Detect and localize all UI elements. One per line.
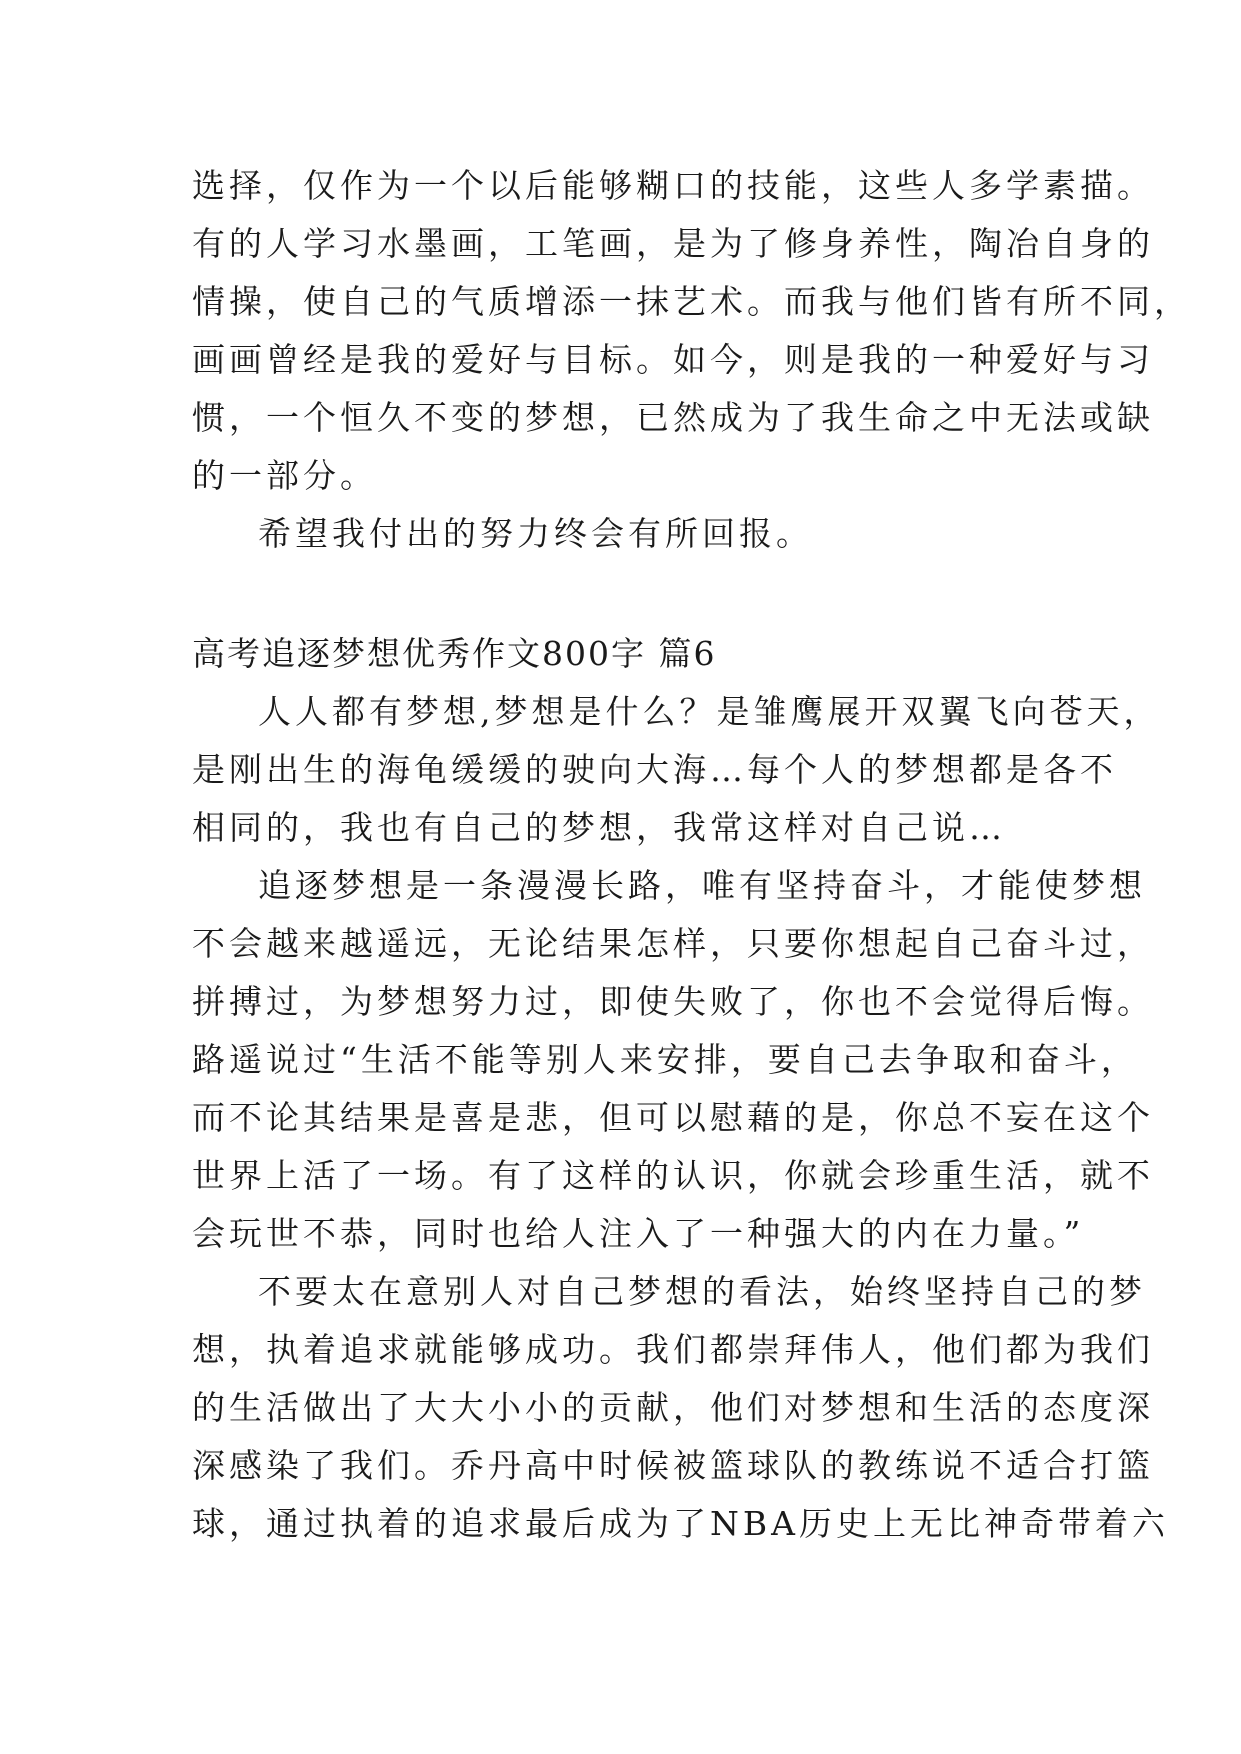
text-line: 拼搏过，为梦想努力过，即使失败了，你也不会觉得后悔。: [192, 982, 1154, 1021]
text-line: 选择，仅作为一个以后能够糊口的技能，这些人多学素描。: [192, 166, 1154, 205]
text-line: 追逐梦想是一条漫漫长路，唯有坚持奋斗，才能使梦想: [258, 866, 1146, 905]
text-line: 画画曾经是我的爱好与目标。如今，则是我的一种爱好与习: [192, 340, 1154, 379]
text-line: 想，执着追求就能够成功。我们都崇拜伟人，他们都为我们: [192, 1330, 1154, 1369]
text-line: 世界上活了一场。有了这样的认识，你就会珍重生活，就不: [192, 1156, 1154, 1195]
text-line: 有的人学习水墨画，工笔画，是为了修身养性，陶冶自身的: [192, 224, 1154, 263]
paragraph-2: [192, 505, 1072, 563]
text-line: 深感染了我们。乔丹高中时候被篮球队的教练说不适合打篮: [192, 1446, 1154, 1485]
paragraph-3: [192, 683, 1161, 857]
text-line: 是刚出生的海龟缓缓的驶向大海…每个人的梦想都是各不: [192, 750, 1117, 789]
paragraph-5: [192, 1263, 1169, 1553]
text-line: 不要太在意别人对自己梦想的看法，始终坚持自己的梦: [258, 1272, 1146, 1311]
text-line: 惯，一个恒久不变的梦想，已然成为了我生命之中无法或缺: [192, 398, 1154, 437]
section-heading-block: [192, 625, 1072, 683]
section-heading: 高考追逐梦想优秀作文800字 篇6: [192, 634, 717, 673]
text-line: 而不论其结果是喜是悲，但可以慰藉的是，你总不妄在这个: [192, 1098, 1154, 1137]
text-line: 不会越来越遥远，无论结果怎样，只要你想起自己奋斗过，: [192, 924, 1154, 963]
text-line: 人人都有梦想,梦想是什么？是雏鹰展开双翼飞向苍天，: [258, 692, 1161, 731]
text-line: 情操，使自己的气质增添一抹艺术。而我与他们皆有所不同，: [192, 282, 1191, 321]
text-line: 球，通过执着的追求最后成为了NBA历史上无比神奇带着六: [192, 1504, 1169, 1543]
text-line: 的一部分。: [192, 456, 377, 495]
text-line: 路遥说过“生活不能等别人来安排，要自己去争取和奋斗，: [192, 1040, 1138, 1079]
paragraph-1: [192, 157, 1191, 505]
text-line: 的生活做出了大大小小的贡献，他们对梦想和生活的态度深: [192, 1388, 1154, 1427]
text-line: 相同的，我也有自己的梦想，我常这样对自己说…: [192, 808, 1006, 847]
paragraph-4: [192, 857, 1154, 1263]
text-line: 希望我付出的努力终会有所回报。: [258, 514, 813, 553]
text-line: 会玩世不恭，同时也给人注入了一种强大的内在力量。”: [192, 1214, 1085, 1253]
